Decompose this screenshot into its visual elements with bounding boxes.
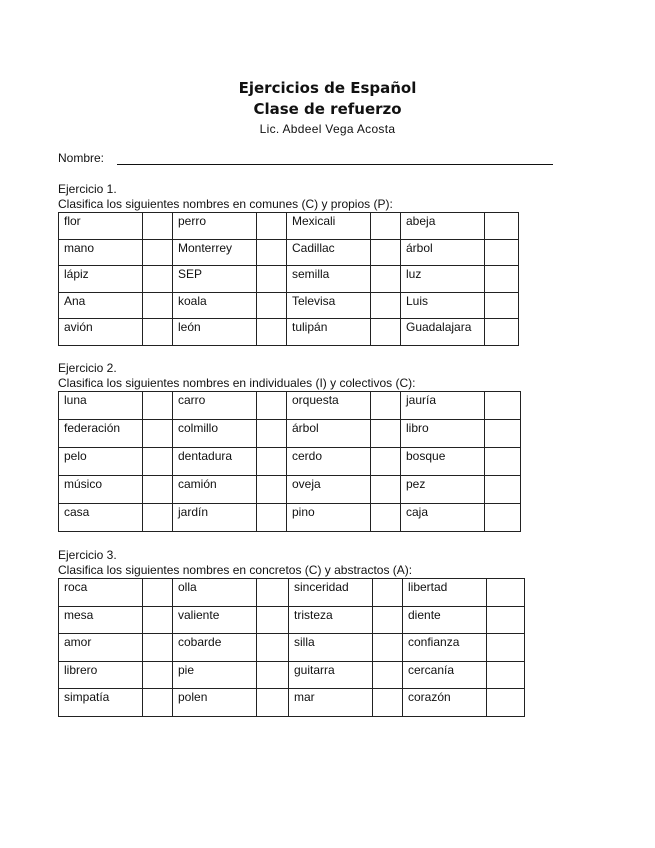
exercise-2-title: Ejercicio 2.	[58, 361, 117, 375]
table-row	[59, 448, 521, 476]
word-cell: federación	[59, 420, 143, 448]
answer-cell[interactable]	[257, 476, 287, 504]
table-row	[59, 420, 521, 448]
table-row	[59, 292, 519, 319]
answer-cell[interactable]	[485, 292, 519, 319]
table-row	[59, 504, 521, 532]
name-label: Nombre:	[58, 151, 105, 165]
answer-cell[interactable]	[371, 266, 401, 293]
answer-cell[interactable]	[143, 319, 173, 346]
word-cell: avión	[59, 319, 143, 346]
table-row	[59, 266, 519, 293]
answer-cell[interactable]	[371, 213, 401, 240]
answer-cell[interactable]	[143, 392, 173, 420]
word-cell: libro	[401, 420, 485, 448]
word-cell: luna	[59, 392, 143, 420]
answer-cell[interactable]	[371, 448, 401, 476]
table-row	[59, 476, 521, 504]
answer-cell[interactable]	[257, 239, 287, 266]
word-cell: árbol	[401, 239, 485, 266]
word-cell: silla	[289, 634, 373, 662]
word-cell: librero	[59, 661, 143, 689]
word-cell: valiente	[173, 606, 257, 634]
answer-cell[interactable]	[257, 689, 289, 717]
author-line: Lic. Abdeel Vega Acosta	[259, 122, 396, 136]
answer-cell[interactable]	[257, 420, 287, 448]
answer-cell[interactable]	[485, 504, 521, 532]
answer-cell[interactable]	[257, 606, 289, 634]
word-cell: Luis	[401, 292, 485, 319]
exercise-2-table	[58, 391, 521, 532]
word-cell: Monterrey	[173, 239, 257, 266]
answer-cell[interactable]	[143, 266, 173, 293]
answer-cell[interactable]	[487, 689, 525, 717]
word-cell: koala	[173, 292, 257, 319]
word-cell: polen	[173, 689, 257, 717]
answer-cell[interactable]	[143, 239, 173, 266]
answer-cell[interactable]	[143, 476, 173, 504]
word-cell: olla	[173, 579, 257, 607]
table-row	[59, 689, 525, 717]
answer-cell[interactable]	[485, 213, 519, 240]
exercise-3-instruction: Clasifica los siguientes nombres en concretos (C) y abstractos (A):	[58, 563, 413, 577]
table-row	[59, 661, 525, 689]
answer-cell[interactable]	[487, 661, 525, 689]
answer-cell[interactable]	[143, 579, 173, 607]
word-cell: tulipán	[287, 319, 371, 346]
word-cell: colmillo	[173, 420, 257, 448]
exercise-1-title: Ejercicio 1.	[58, 182, 117, 196]
answer-cell[interactable]	[373, 689, 403, 717]
answer-cell[interactable]	[257, 448, 287, 476]
answer-cell[interactable]	[257, 266, 287, 293]
word-cell: Televisa	[287, 292, 371, 319]
page-title: Ejercicios de Español	[238, 79, 417, 97]
word-cell: pie	[173, 661, 257, 689]
answer-cell[interactable]	[371, 392, 401, 420]
answer-cell[interactable]	[257, 504, 287, 532]
word-cell: lápiz	[59, 266, 143, 293]
exercise-2-instruction: Clasifica los siguientes nombres en individuales (I) y colectivos (C):	[58, 376, 416, 390]
answer-cell[interactable]	[143, 420, 173, 448]
answer-cell[interactable]	[485, 476, 521, 504]
answer-cell[interactable]	[485, 448, 521, 476]
word-cell: mar	[289, 689, 373, 717]
answer-cell[interactable]	[371, 319, 401, 346]
answer-cell[interactable]	[143, 634, 173, 662]
word-cell: león	[173, 319, 257, 346]
answer-cell[interactable]	[143, 292, 173, 319]
answer-cell[interactable]	[487, 634, 525, 662]
answer-cell[interactable]	[371, 292, 401, 319]
answer-cell[interactable]	[257, 319, 287, 346]
answer-cell[interactable]	[143, 448, 173, 476]
answer-cell[interactable]	[487, 606, 525, 634]
word-cell: oveja	[287, 476, 371, 504]
word-cell: jauría	[401, 392, 485, 420]
word-cell: caja	[401, 504, 485, 532]
table-row	[59, 634, 525, 662]
answer-cell[interactable]	[373, 661, 403, 689]
word-cell: árbol	[287, 420, 371, 448]
word-cell: mano	[59, 239, 143, 266]
answer-cell[interactable]	[373, 579, 403, 607]
table-row	[59, 579, 525, 607]
word-cell: camión	[173, 476, 257, 504]
word-cell: casa	[59, 504, 143, 532]
word-cell: Mexicali	[287, 213, 371, 240]
word-cell: músico	[59, 476, 143, 504]
answer-cell[interactable]	[373, 634, 403, 662]
word-cell: perro	[173, 213, 257, 240]
table-row	[59, 606, 525, 634]
answer-cell[interactable]	[257, 392, 287, 420]
answer-cell[interactable]	[371, 239, 401, 266]
word-cell: pino	[287, 504, 371, 532]
answer-cell[interactable]	[371, 476, 401, 504]
answer-cell[interactable]	[373, 606, 403, 634]
answer-cell[interactable]	[485, 420, 521, 448]
exercise-1-instruction: Clasifica los siguientes nombres en comunes (C) y propios (P):	[58, 197, 393, 211]
answer-cell[interactable]	[485, 266, 519, 293]
word-cell: libertad	[403, 579, 487, 607]
answer-cell[interactable]	[257, 579, 289, 607]
word-cell: jardín	[173, 504, 257, 532]
word-cell: bosque	[401, 448, 485, 476]
answer-cell[interactable]	[143, 213, 173, 240]
word-cell: cobarde	[173, 634, 257, 662]
answer-cell[interactable]	[485, 239, 519, 266]
table-row	[59, 319, 519, 346]
word-cell: cercanía	[403, 661, 487, 689]
answer-cell[interactable]	[143, 661, 173, 689]
word-cell: cerdo	[287, 448, 371, 476]
word-cell: roca	[59, 579, 143, 607]
word-cell: luz	[401, 266, 485, 293]
word-cell: guitarra	[289, 661, 373, 689]
page-subtitle: Clase de refuerzo	[253, 100, 402, 118]
word-cell: semilla	[287, 266, 371, 293]
word-cell: flor	[59, 213, 143, 240]
word-cell: sinceridad	[289, 579, 373, 607]
word-cell: abeja	[401, 213, 485, 240]
word-cell: pelo	[59, 448, 143, 476]
answer-cell[interactable]	[143, 689, 173, 717]
word-cell: diente	[403, 606, 487, 634]
answer-cell[interactable]	[485, 319, 519, 346]
word-cell: corazón	[403, 689, 487, 717]
answer-cell[interactable]	[257, 213, 287, 240]
word-cell: simpatía	[59, 689, 143, 717]
word-cell: Guadalajara	[401, 319, 485, 346]
word-cell: SEP	[173, 266, 257, 293]
exercise-3-title: Ejercicio 3.	[58, 548, 117, 562]
word-cell: Ana	[59, 292, 143, 319]
answer-cell[interactable]	[485, 392, 521, 420]
answer-cell[interactable]	[257, 661, 289, 689]
answer-cell[interactable]	[143, 606, 173, 634]
table-row	[59, 239, 519, 266]
word-cell: tristeza	[289, 606, 373, 634]
answer-cell[interactable]	[371, 504, 401, 532]
table-row	[59, 392, 521, 420]
answer-cell[interactable]	[257, 634, 289, 662]
word-cell: mesa	[59, 606, 143, 634]
table-row	[59, 213, 519, 240]
word-cell: pez	[401, 476, 485, 504]
word-cell: dentadura	[173, 448, 257, 476]
word-cell: confianza	[403, 634, 487, 662]
answer-cell[interactable]	[143, 504, 173, 532]
name-field-line[interactable]	[117, 164, 553, 165]
exercise-1-table	[58, 212, 519, 346]
answer-cell[interactable]	[257, 292, 287, 319]
word-cell: orquesta	[287, 392, 371, 420]
answer-cell[interactable]	[371, 420, 401, 448]
word-cell: Cadillac	[287, 239, 371, 266]
word-cell: amor	[59, 634, 143, 662]
word-cell: carro	[173, 392, 257, 420]
answer-cell[interactable]	[487, 579, 525, 607]
exercise-3-table	[58, 578, 525, 717]
